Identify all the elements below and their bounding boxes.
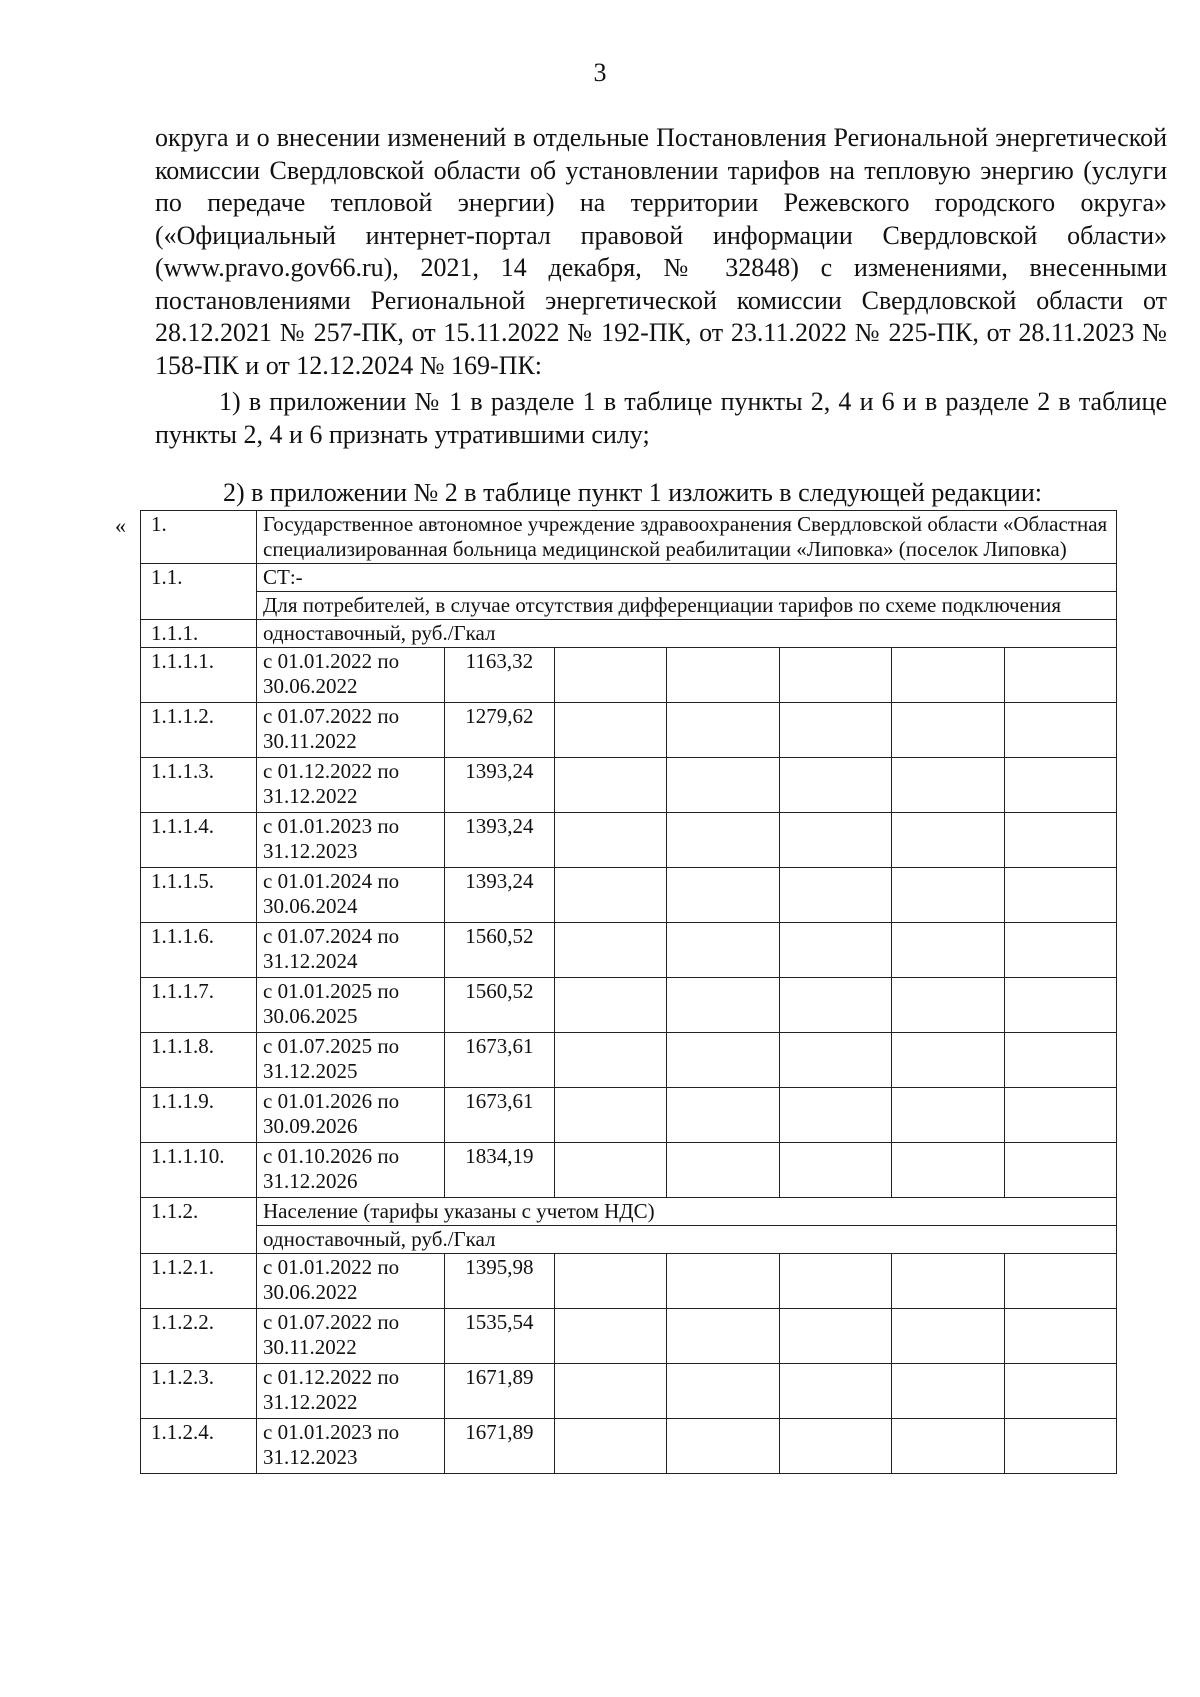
- empty-cell: [666, 703, 779, 758]
- table-row: [141, 923, 1117, 978]
- row-value: 1393,24: [444, 758, 555, 813]
- row-value: 1393,24: [444, 813, 555, 868]
- empty-cell: [1005, 978, 1117, 1033]
- table-row: [141, 758, 1117, 813]
- empty-cell: [1005, 1033, 1117, 1088]
- empty-cell: [1005, 813, 1117, 868]
- empty-cell: [666, 1033, 779, 1088]
- row-period: с 01.07.2022 по 30.11.2022: [257, 703, 445, 758]
- row-value: 1673,61: [444, 1033, 555, 1088]
- empty-cell: [1005, 648, 1117, 703]
- empty-cell: [1005, 1143, 1117, 1198]
- rate-row: [141, 620, 1117, 648]
- table-row: [141, 1088, 1117, 1143]
- row-number: 1.1.2.1.: [141, 1254, 257, 1309]
- empty-cell: [555, 703, 667, 758]
- row-value: 1671,89: [444, 1364, 555, 1419]
- empty-cell: [666, 1088, 779, 1143]
- row-period: с 01.07.2025 по 31.12.2025: [257, 1033, 445, 1088]
- empty-cell: [779, 758, 892, 813]
- empty-cell: [1005, 923, 1117, 978]
- empty-cell: [892, 813, 1005, 868]
- table-row: [141, 703, 1117, 758]
- table-row: [141, 813, 1117, 868]
- empty-cell: [892, 1143, 1005, 1198]
- table-row: [141, 1309, 1117, 1364]
- section-label: СТ:-: [257, 564, 1117, 592]
- empty-cell: [555, 1033, 667, 1088]
- org-row: [141, 511, 1117, 564]
- row-number: 1.1.1.5.: [141, 868, 257, 923]
- table-row: [141, 868, 1117, 923]
- empty-cell: [779, 978, 892, 1033]
- row-period: с 01.01.2023 по 31.12.2023: [257, 1419, 445, 1474]
- empty-cell: [555, 1419, 667, 1474]
- row-period: с 01.07.2024 по 31.12.2024: [257, 923, 445, 978]
- empty-cell: [892, 1088, 1005, 1143]
- row-value: 1560,52: [444, 978, 555, 1033]
- row-number: 1.1.1.3.: [141, 758, 257, 813]
- table-row: [141, 1143, 1117, 1198]
- population-label: Население (тарифы указаны с учетом НДС): [257, 1198, 1117, 1226]
- empty-cell: [666, 813, 779, 868]
- empty-cell: [666, 1254, 779, 1309]
- empty-cell: [892, 1419, 1005, 1474]
- row-value: 1393,24: [444, 868, 555, 923]
- empty-cell: [666, 1143, 779, 1198]
- empty-cell: [666, 923, 779, 978]
- empty-cell: [779, 1254, 892, 1309]
- row-number: 1.1.1.7.: [141, 978, 257, 1033]
- table-row: [141, 648, 1117, 703]
- section-row: [141, 564, 1117, 592]
- empty-cell: [779, 703, 892, 758]
- row-value: 1535,54: [444, 1309, 555, 1364]
- row-value: 1395,98: [444, 1254, 555, 1309]
- empty-cell: [892, 1033, 1005, 1088]
- empty-cell: [666, 1364, 779, 1419]
- empty-cell: [779, 1364, 892, 1419]
- intro-paragraph: округа и о внесении изменений в отдельные Постановления Региональной энергетической комиссии Свердловской области об установлении тарифов на тепловую энергию (услуги по передаче тепловой энергии) на территории Режевского городского округа» («Официальный интернет-портал правовой информации Свердловской области» (www.pravo.gov66.ru), 2021, 14 декабря, № 32848) с изменениями, внесенными постановлениями Региональной энергетической комиссии Свердловской области от 28.12.2021 № 257-ПК, от 15.11.2022 № 192-ПК, от 23.11.2022 № 225-ПК, от 28.11.2023 № 158-ПК и от 12.12.2024 № 169-ПК:: [155, 123, 1167, 380]
- empty-cell: [779, 923, 892, 978]
- section-number: 1.1.: [141, 564, 257, 620]
- population-number: 1.1.2.: [141, 1198, 257, 1254]
- row-number: 1.1.1.2.: [141, 703, 257, 758]
- empty-cell: [1005, 1419, 1117, 1474]
- empty-cell: [1005, 758, 1117, 813]
- empty-cell: [555, 813, 667, 868]
- row-period: с 01.01.2022 по 30.06.2022: [257, 1254, 445, 1309]
- row-number: 1.1.2.4.: [141, 1419, 257, 1474]
- table-row: [141, 1364, 1117, 1419]
- row-period: с 01.01.2023 по 31.12.2023: [257, 813, 445, 868]
- row-number: 1.1.1.6.: [141, 923, 257, 978]
- empty-cell: [666, 978, 779, 1033]
- row-number: 1.1.2.3.: [141, 1364, 257, 1419]
- empty-cell: [555, 1309, 667, 1364]
- row-number: 1.1.1.10.: [141, 1143, 257, 1198]
- empty-cell: [779, 648, 892, 703]
- empty-cell: [892, 703, 1005, 758]
- table-row: [141, 1419, 1117, 1474]
- empty-cell: [892, 1254, 1005, 1309]
- empty-cell: [555, 1254, 667, 1309]
- table-row: [141, 978, 1117, 1033]
- empty-cell: [1005, 868, 1117, 923]
- org-name: Государственное автономное учреждение здравоохранения Свердловской области «Областная специализированная больница медицинской реабилитации «Липовка» (поселок Липовка): [257, 511, 1117, 564]
- row-value: 1279,62: [444, 703, 555, 758]
- empty-cell: [1005, 1254, 1117, 1309]
- empty-cell: [555, 978, 667, 1033]
- empty-cell: [666, 648, 779, 703]
- empty-cell: [555, 923, 667, 978]
- row-number: 1.1.1.4.: [141, 813, 257, 868]
- empty-cell: [555, 1143, 667, 1198]
- empty-cell: [555, 758, 667, 813]
- org-number: 1.: [141, 511, 257, 564]
- row-value: 1673,61: [444, 1088, 555, 1143]
- row-number: 1.1.1.1.: [141, 648, 257, 703]
- empty-cell: [892, 978, 1005, 1033]
- empty-cell: [892, 1309, 1005, 1364]
- empty-cell: [892, 923, 1005, 978]
- row-value: 1671,89: [444, 1419, 555, 1474]
- row-number: 1.1.2.2.: [141, 1309, 257, 1364]
- row-period: с 01.01.2022 по 30.06.2022: [257, 648, 445, 703]
- empty-cell: [555, 648, 667, 703]
- row-period: с 01.10.2026 по 31.12.2026: [257, 1143, 445, 1198]
- empty-cell: [892, 648, 1005, 703]
- empty-cell: [1005, 1088, 1117, 1143]
- empty-cell: [892, 758, 1005, 813]
- row-period: с 01.01.2025 по 30.06.2025: [257, 978, 445, 1033]
- row-period: с 01.12.2022 по 31.12.2022: [257, 1364, 445, 1419]
- rate-number: 1.1.1.: [141, 620, 257, 648]
- consumers-row: [141, 592, 1117, 620]
- row-period: с 01.07.2022 по 30.11.2022: [257, 1309, 445, 1364]
- row-number: 1.1.1.9.: [141, 1088, 257, 1143]
- empty-cell: [779, 1419, 892, 1474]
- empty-cell: [555, 1364, 667, 1419]
- empty-cell: [779, 868, 892, 923]
- consumers-label: Для потребителей, в случае отсутствия дифференциации тарифов по схеме подключения: [257, 592, 1117, 620]
- item-2-paragraph: 2) в приложении № 2 в таблице пункт 1 изложить в следующей редакции:: [223, 478, 1042, 507]
- opening-quote-mark: «: [115, 513, 126, 538]
- table-row: [141, 1254, 1117, 1309]
- empty-cell: [555, 868, 667, 923]
- item-1-paragraph: 1) в приложении № 1 в разделе 1 в таблице пункты 2, 4 и 6 и в разделе 2 в таблице пункты 2, 4 и 6 признать утратившими силу;: [155, 387, 1167, 449]
- empty-cell: [779, 1088, 892, 1143]
- empty-cell: [1005, 703, 1117, 758]
- empty-cell: [666, 1309, 779, 1364]
- row-value: 1560,52: [444, 923, 555, 978]
- row-period: с 01.01.2024 по 30.06.2024: [257, 868, 445, 923]
- empty-cell: [1005, 1364, 1117, 1419]
- row-value: 1834,19: [444, 1143, 555, 1198]
- table-row: [141, 1033, 1117, 1088]
- population-row: [141, 1198, 1117, 1226]
- body-text: [155, 122, 1167, 451]
- row-period: с 01.12.2022 по 31.12.2022: [257, 758, 445, 813]
- empty-cell: [779, 1033, 892, 1088]
- empty-cell: [892, 1364, 1005, 1419]
- row-period: с 01.01.2026 по 30.09.2026: [257, 1088, 445, 1143]
- rate-label: одноставочный, руб./Гкал: [257, 620, 1117, 648]
- empty-cell: [779, 1309, 892, 1364]
- tariff-table: [140, 510, 1117, 1474]
- empty-cell: [666, 758, 779, 813]
- empty-cell: [555, 1088, 667, 1143]
- row-value: 1163,32: [444, 648, 555, 703]
- empty-cell: [666, 1419, 779, 1474]
- empty-cell: [892, 868, 1005, 923]
- empty-cell: [779, 1143, 892, 1198]
- row-number: 1.1.1.8.: [141, 1033, 257, 1088]
- empty-cell: [1005, 1309, 1117, 1364]
- population-rate-label: одноставочный, руб./Гкал: [257, 1226, 1117, 1254]
- empty-cell: [666, 868, 779, 923]
- population-rate-row: [141, 1226, 1117, 1254]
- page-number: 3: [593, 58, 607, 87]
- empty-cell: [779, 813, 892, 868]
